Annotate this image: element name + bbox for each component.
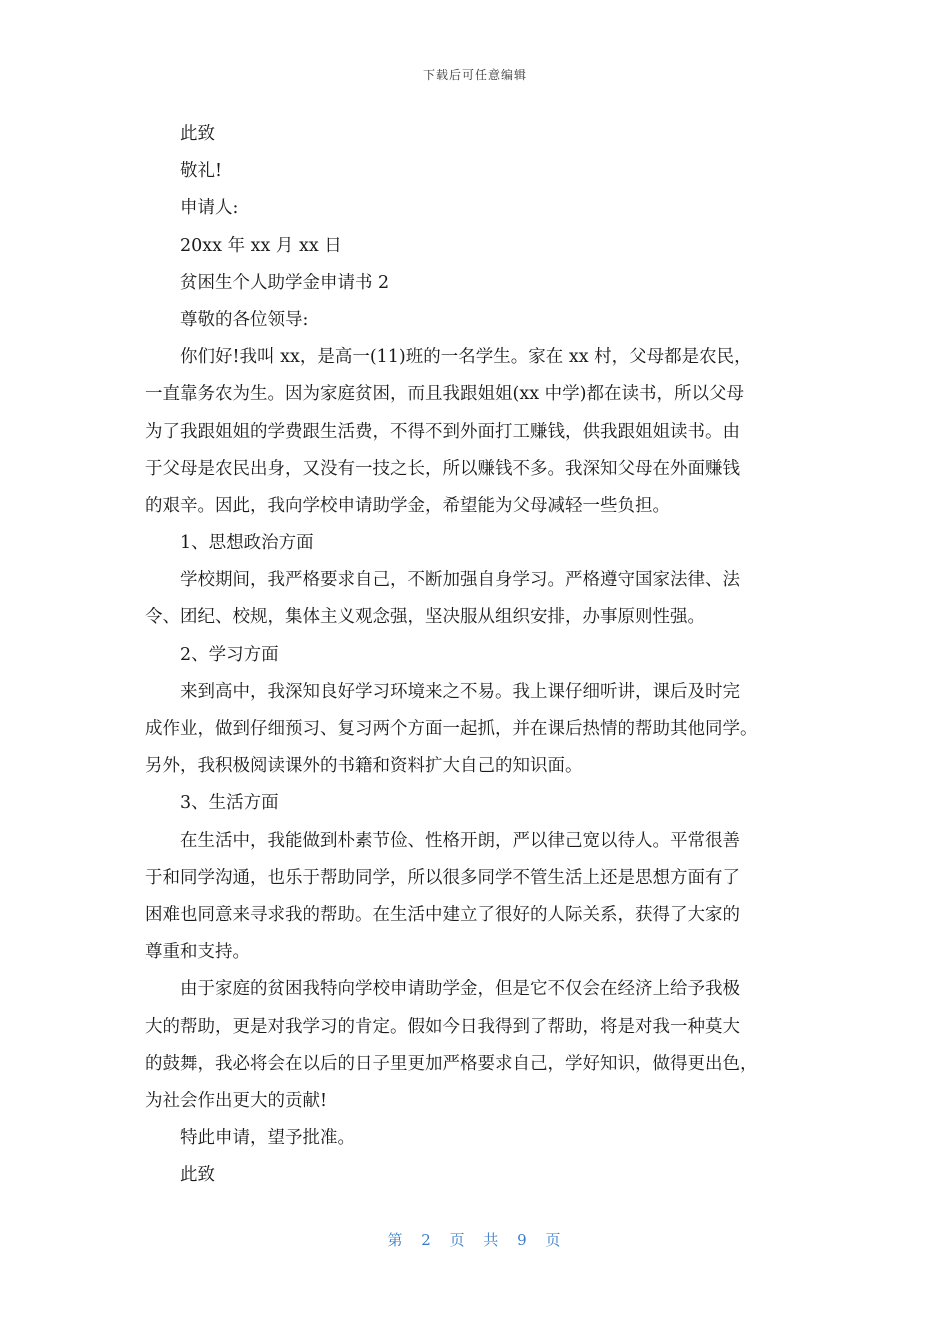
text-line: 申请人: — [180, 198, 239, 219]
text-line: 于和同学沟通，也乐于帮助同学，所以很多同学不管生活上还是思想方面有了 — [145, 867, 740, 888]
text-line: 另外，我积极阅读课外的书籍和资料扩大自己的知识面。 — [145, 756, 583, 777]
text-line: 的鼓舞，我必将会在以后的日子里更加严格要求自己，学好知识，做得更出色， — [145, 1053, 758, 1074]
text-line: 此致 — [180, 124, 215, 144]
text-line: 20xx 年 xx 月 xx 日 — [180, 235, 342, 256]
text-line: 3、生活方面 — [180, 793, 279, 814]
text-line: 为社会作出更大的贡献! — [145, 1090, 328, 1111]
text-line: 由于家庭的贫困我特向学校申请助学金，但是它不仅会在经济上给予我极 — [180, 979, 740, 1000]
text-line: 贫困生个人助学金申请书 2 — [180, 272, 390, 293]
text-line: 于父母是农民出身，又没有一技之长，所以赚钱不多。我深知父母在外面赚钱 — [145, 458, 740, 479]
text-line: 敬礼! — [180, 161, 223, 182]
text-line: 大的帮助，更是对我学习的肯定。假如今日我得到了帮助，将是对我一种莫大 — [145, 1016, 740, 1037]
text-line: 2、学习方面 — [180, 644, 279, 665]
text-line: 令、团纪、校规，集体主义观念强，坚决服从组织安排，办事原则性强。 — [145, 607, 705, 628]
text-line: 你们好!我叫 xx，是高一(11)班的一名学生。家在 xx 村，父母都是农民， — [180, 347, 752, 368]
text-line: 特此申请，望予批准。 — [180, 1128, 355, 1149]
text-line: 尊重和支持。 — [145, 942, 250, 963]
text-line: 的艰辛。因此，我向学校申请助学金，希望能为父母减轻一些负担。 — [145, 495, 670, 516]
text-line: 1、思想政治方面 — [180, 533, 314, 554]
document-body — [145, 116, 807, 1194]
page-header: 下载后可任意编辑 — [422, 68, 527, 82]
text-line: 学校期间，我严格要求自己，不断加强自身学习。严格遵守国家法律、法 — [180, 570, 740, 591]
text-line: 困难也同意来寻求我的帮助。在生活中建立了很好的人际关系，获得了大家的 — [145, 904, 740, 925]
text-line: 成作业，做到仔细预习、复习两个方面一起抓，并在课后热情的帮助其他同学。 — [145, 719, 758, 739]
text-line: 在生活中，我能做到朴素节俭、性格开朗，严以律己宽以待人。平常很善 — [180, 830, 740, 851]
text-line: 来到高中，我深知良好学习环境来之不易。我上课仔细听讲，课后及时完 — [180, 681, 740, 702]
text-line: 此致 — [180, 1165, 215, 1186]
page-footer: 第 2 页 共 9 页 — [387, 1231, 563, 1249]
text-line: 为了我跟姐姐的学费跟生活费，不得不到外面打工赚钱，供我跟姐姐读书。由 — [145, 421, 740, 442]
text-line: 尊敬的各位领导: — [180, 309, 309, 330]
text-line: 一直靠务农为生。因为家庭贫困，而且我跟姐姐(xx 中学)都在读书，所以父母 — [145, 384, 744, 405]
